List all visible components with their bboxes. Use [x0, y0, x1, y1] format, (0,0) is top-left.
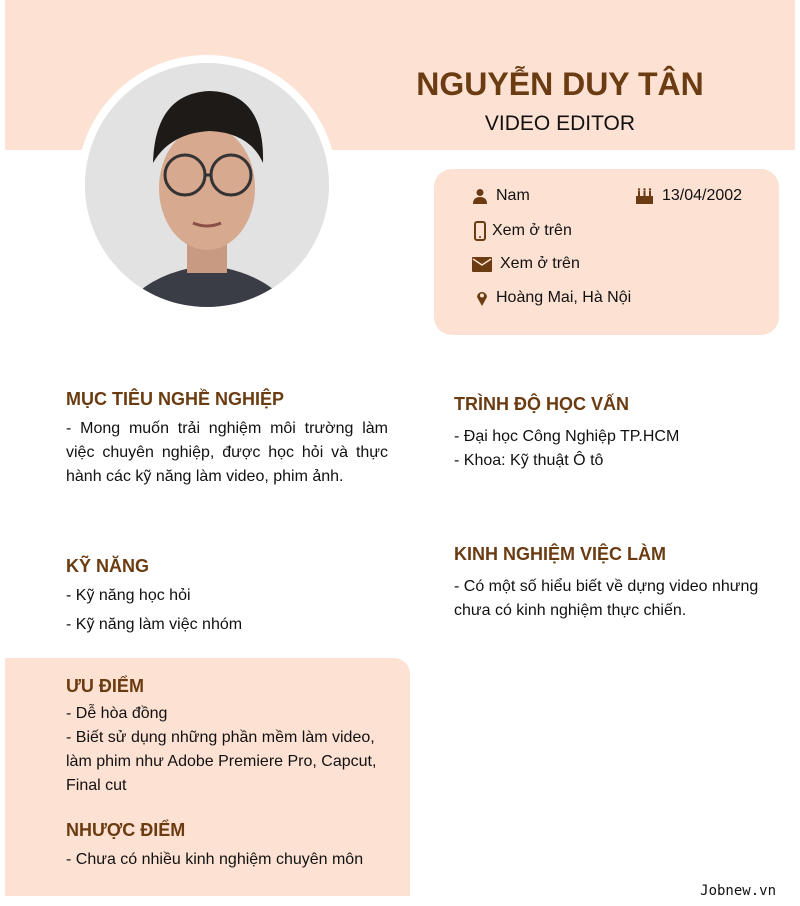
birthday-cake-icon	[635, 188, 654, 204]
email-row	[472, 255, 580, 273]
gender-row	[472, 187, 530, 205]
skill-item: - Kỹ năng làm việc nhóm	[66, 616, 243, 633]
email-value: Xem ở trên	[500, 255, 580, 272]
map-pin-icon	[476, 290, 488, 306]
birthday-row	[635, 187, 742, 205]
phone-value: Xem ở trên	[492, 222, 572, 239]
objective-heading: MỤC TIÊU NGHỀ NGHIỆP	[66, 389, 285, 409]
objective-text: - Mong muốn trải nghiệm môi trường làm việc chuyên nghiệp, được học hỏi và thực hành các kỹ năng làm video, phim ảnh.	[66, 420, 388, 485]
job-title: VIDEO EDITOR	[484, 112, 636, 135]
education-heading: TRÌNH ĐỘ HỌC VẤN	[454, 394, 629, 414]
contact-panel	[434, 169, 779, 335]
birthday-value: 13/04/2002	[662, 187, 743, 204]
education-item: - Khoa: Kỹ thuật Ô tô	[454, 452, 604, 469]
gender-value: Nam	[496, 187, 530, 204]
weakness-item: - Chưa có nhiều kinh nghiệm chuyên môn	[66, 851, 364, 868]
strengths-heading: ƯU ĐIỂM	[66, 676, 144, 696]
strength-item: - Dễ hòa đồng	[66, 705, 168, 722]
watermark: Jobnew.vn	[700, 883, 776, 899]
candidate-name: NGUYỄN DUY TÂN	[416, 66, 704, 102]
strength-item: - Biết sử dụng những phần mềm làm video, làm phim như Adobe Premiere Pro, Capcut, Final cut	[66, 729, 377, 794]
skills-heading: KỸ NĂNG	[66, 556, 150, 576]
phone-icon	[474, 221, 486, 241]
experience-heading: KINH NGHIỆM VIỆC LÀM	[454, 544, 667, 564]
weaknesses-heading: NHƯỢC ĐIỂM	[66, 820, 186, 840]
address-value: Hoàng Mai, Hà Nội	[496, 289, 632, 306]
user-icon	[472, 188, 488, 204]
experience-text: - Có một số hiểu biết về dựng video nhưng chưa có kinh nghiệm thực chiến.	[454, 578, 759, 619]
phone-row	[474, 221, 572, 241]
envelope-icon	[472, 257, 492, 272]
address-row	[476, 289, 631, 307]
profile-photo	[77, 55, 337, 315]
skill-item: - Kỹ năng học hỏi	[66, 587, 191, 604]
education-item: - Đại học Công Nghiệp TP.HCM	[454, 428, 680, 445]
